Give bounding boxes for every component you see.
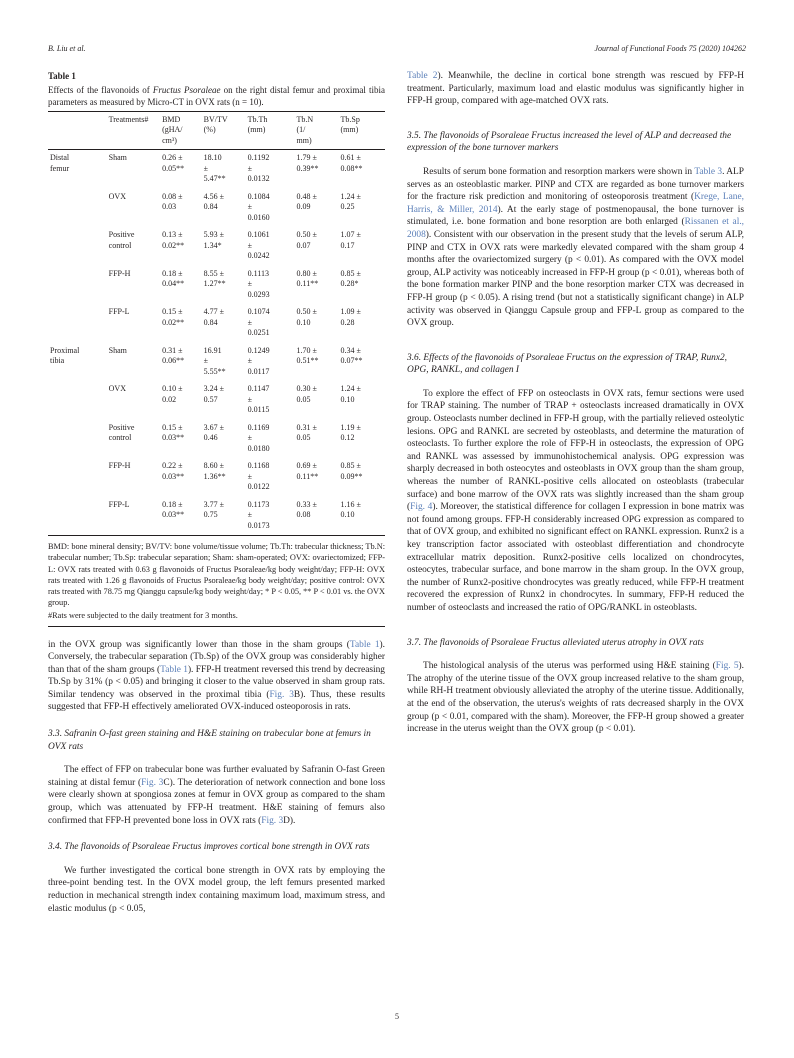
- citation-link[interactable]: Rissanen et al., 2008: [407, 217, 745, 240]
- citation-link[interactable]: Fig. 3: [269, 689, 294, 700]
- table-cell: 5.93 ± 1.34*: [203, 230, 224, 250]
- table-cell: 8.60 ± 1.36**: [203, 461, 226, 481]
- section-heading-3-6: 3.6. Effects of the flavonoids of Psoraleae Fructus on the expression of TRAP, Runx2, OPG, RANKL, and collagen I: [407, 352, 728, 376]
- table-cell: 0.10 ± 0.02: [162, 384, 183, 404]
- table-cell: 0.85 ± 0.28*: [340, 268, 361, 289]
- table-cell: 8.55 ± 1.27**: [203, 268, 226, 289]
- table-cell: 4.56 ± 0.84: [203, 191, 224, 212]
- table-cell: 0.48 ± 0.09: [296, 191, 317, 212]
- table-cell: [48, 266, 107, 305]
- table-row: [48, 497, 385, 536]
- table-header-cell: Tb.Sp (mm): [340, 114, 360, 135]
- table-row: [48, 266, 385, 305]
- paragraph: Results of serum bone formation and resorption markers were shown in Table 3. ALP serves as an osteoblastic marker. PINP and CTX are regarded as bone turnover markers for the fracture risk prediction and monitoring of osteoporosis treatment (Krege, Lane, Harris, & Miller, 2014). At the early stage of postmenopausal, the bone turnover is stimulated, i.e. bone formation and bone resorption are both enlarged (Rissanen et al., 2008). Consistent with our observation in the present study that the levels of serum ALP, PINP and CTX in OVX rats were markedly elevated compared with the sham group 4 months after the ovariectomized surgery (p < 0.01). As compared with the OVX model group, ALP activity was noticeably increased in FFP-H group (p < 0.01), whereas both of the bone formation marker PINP and the bone resorption marker CTX was decreased in FFP-H group (p < 0.05). A rising trend (but not a statistically significant change) in ALP activity was observed in Qianggu Capsule group and FFP-L group as compared to the OVX group.: [407, 166, 745, 329]
- table-cell: 1.16 ± 0.10: [340, 499, 361, 520]
- table-cell: FFP-H: [108, 461, 131, 471]
- table-header-cell: BMD (gHA/ cm³): [162, 114, 183, 145]
- paragraph: We further investigated the cortical bone strength in OVX rats by employing the three-point bending test. In the OVX model group, the left femurs presented marked reduction in mechanical strength index containing maximum load, maximum stress, and elastic modulus (p < 0.05,: [48, 865, 385, 914]
- table-cell: FFP-L: [108, 307, 130, 317]
- section-heading-3-3: 3.3. Safranin O-fast green staining and H&E staining on trabecular bone at femurs in OVX rats: [48, 729, 371, 752]
- table-cell: Distal femur: [50, 153, 70, 173]
- citation-link[interactable]: Table 2: [407, 71, 438, 81]
- table-caption: Effects of the flavonoids of Fructus Psoraleae on the right distal femur and proximal tibia parameters as measured by Micro-CT in OVX rats (n = 10).: [48, 84, 385, 107]
- table-cell: 0.26 ± 0.05**: [162, 153, 185, 173]
- table-cell: 1.24 ± 0.10: [340, 384, 361, 404]
- table-cell: 0.1168 ± 0.0122: [247, 461, 270, 492]
- table-cell: 4.77 ± 0.84: [203, 307, 224, 327]
- table-cell: [48, 227, 107, 266]
- paragraph: Table 2). Meanwhile, the decline in cortical bone strength was rescued by FFP-H treatment. Particularly, maximum load and elastic modulus was significantly higher in FFP-H group, compared with age-matched OVX rats.: [407, 71, 745, 107]
- table-cell: 0.85 ± 0.09**: [340, 461, 363, 481]
- table-header-cell: Tb.Th (mm): [247, 114, 268, 135]
- table-cell: 0.33 ± 0.08: [296, 499, 317, 520]
- section-heading-3-5: 3.5. The flavonoids of Psoraleae Fructus increased the level of ALP and decreased the expression of the bone turnover markers: [407, 130, 732, 154]
- page-number: 5: [395, 1012, 399, 1021]
- table-header-cell: [48, 111, 107, 150]
- table-row: [48, 304, 385, 343]
- table-cell: 0.1147 ± 0.0115: [247, 384, 270, 415]
- table-cell: 3.67 ± 0.46: [203, 422, 224, 443]
- table-cell: 1.24 ± 0.25: [340, 191, 361, 212]
- table-cell: 1.07 ± 0.17: [340, 230, 361, 250]
- table-cell: 3.24 ± 0.57: [203, 384, 224, 404]
- table-cell: FFP-L: [108, 499, 130, 509]
- citation-link[interactable]: Fig. 5: [715, 661, 739, 672]
- table-cell: 0.61 ± 0.08**: [340, 153, 363, 173]
- table-cell: 0.1061 ± 0.0242: [247, 230, 270, 261]
- citation-link[interactable]: Fig. 3: [261, 815, 284, 826]
- footnote-treatment-duration: #Rats were subjected to the daily treatment for 3 months.: [48, 611, 238, 621]
- table-cell: 0.1249 ± 0.0117: [247, 345, 270, 376]
- right-column: [407, 70, 744, 736]
- table-cell: 0.80 ± 0.11**: [296, 268, 319, 289]
- table-cell: Positive control: [108, 230, 135, 250]
- table-row: [48, 227, 385, 266]
- table-cell: 0.1173 ± 0.0173: [247, 499, 270, 530]
- table-cell: 0.22 ± 0.03**: [162, 461, 185, 481]
- table-cell: 0.15 ± 0.02**: [162, 307, 185, 327]
- table-cell: 0.50 ± 0.10: [296, 307, 317, 327]
- citation-link[interactable]: Fig. 3: [141, 777, 164, 788]
- table-row: [48, 189, 385, 228]
- table-cell: 0.69 ± 0.11**: [296, 461, 319, 481]
- table-cell: 0.31 ± 0.05: [296, 422, 317, 443]
- running-header-authors: B. Liu et al.: [48, 44, 86, 53]
- paragraph: in the OVX group was significantly lower than those in the sham groups (Table 1). Conversely, the trabecular separation (Tb.Sp) of the OVX group was considerably higher than that of the sham groups (Table 1). FFP-H treatment reversed this trend by decreasing Tb.Sp by 31% (p < 0.05) and bringing it closer to the value observed in sham group rats. Similar tendency was observed in the proximal tibia (Fig. 3B). Thus, these results suggested that FFP-H effectively ameliorated OVX-induced osteoporosis in rats.: [48, 639, 386, 713]
- table-cell: 0.13 ± 0.02**: [162, 230, 185, 250]
- table-cell: Sham: [108, 345, 127, 355]
- table-cell: 1.70 ± 0.51**: [296, 345, 319, 366]
- table-body: [48, 150, 385, 536]
- citation-link[interactable]: Table 3: [694, 166, 723, 177]
- table-cell: [48, 189, 107, 228]
- table-cell: 0.1084 ± 0.0160: [247, 191, 270, 222]
- table-cell: [48, 497, 107, 536]
- table-cell: Proximal tibia: [50, 345, 80, 366]
- left-column: [48, 70, 385, 915]
- table-cell: Sham: [108, 153, 127, 163]
- table-row: [48, 420, 385, 459]
- table-header-row: [48, 111, 385, 150]
- table-bottom-rule: [48, 626, 385, 627]
- table-cell: 0.18 ± 0.03**: [162, 499, 185, 520]
- paragraph: The histological analysis of the uterus was performed using H&E staining (Fig. 5). The atrophy of the uterine tissue of the OVX group increased relative to the sham group, while RH-H treatment obviously alleviated the atrophy of the uterine tissue. Additionally, at the end of the observation, the uterus's weights of rats decreased sharply in the OVX group (p < 0.01, compared with the sham). Moreover, the FFP-H group showed a greater increase in the uterus weight than the OVX group (p < 0.01).: [407, 661, 745, 735]
- table-label: Table 1: [48, 71, 76, 81]
- table-cell: 1.79 ± 0.39**: [296, 153, 319, 173]
- table-cell: 0.1113 ± 0.0293: [247, 268, 270, 299]
- table-cell: 0.15 ± 0.03**: [162, 422, 185, 443]
- table-row: [48, 343, 385, 382]
- table-header-cell: Treatments#: [108, 114, 149, 124]
- table-footnote: [48, 541, 385, 621]
- running-header-journal: Journal of Functional Foods 75 (2020) 104262: [594, 44, 746, 53]
- table-cell: 0.34 ± 0.07**: [340, 345, 363, 366]
- table-cell: 1.19 ± 0.12: [340, 422, 361, 443]
- section-heading-3-7: 3.7. The flavonoids of Psoraleae Fructus alleviated uterus atrophy in OVX rats: [407, 637, 704, 648]
- table-header-cell: Tb.N (1/ mm): [296, 114, 314, 145]
- table-cell: FFP-H: [108, 268, 131, 278]
- table-row: [48, 150, 385, 189]
- paragraph: To explore the effect of FFP on osteoclasts in OVX rats, femur sections were used for TRAP staining. The number of TRAP + osteoclasts increased dramatically in OVX group. Osteoclasts number declined in FFP-H group, with the partially relieved osteolytic lesions. OPG and RANKL are secreted by osteoblasts, and determine the maturation of osteoclasts. To further explore the role of FFP-H in osteoclasts, the expression of OPG and RANKL was assessed by immunohistochemical analysis. OPG expression was sharply decreased in both osteocytes and osteoblasts in OVX group than the sham group, whereas the number of RANKL-positive cells allocated on osteoblasts (trabecular surface) and bone marrow of the OVX rats was slightly increased than the sham group (Fig. 4). Moreover, the statistical difference for collagen I expression in bone matrix was not found among groups. FFP-H considerably increased OPG expression as compared to that of OVX group, and exhibited no significant effect on RANKL expression. Runx2 is a key transcription factor associated with osteoblast differentiation and chondrocyte extracellular matrix deposition. Runx2-positive cells localized on chondrocytes, osteocytes, trabecular surface, and bone marrow in the sham group. In the OVX group, the number of Runx2-positive chondrocytes was greatly reduced, while FFP-H treatment recovered the expression of Runx2 in chondrocytes. In summary, FFP-H reduced the number of osteoclasts and increased the ratio of OPG/RANKL in osteoblasts.: [407, 388, 744, 613]
- table-cell: OVX: [108, 384, 126, 394]
- citation-link[interactable]: Krege, Lane, Harris, & Miller, 2014: [407, 192, 744, 215]
- table-cell: 0.1169 ± 0.0180: [247, 422, 270, 453]
- table-cell: Positive control: [108, 422, 135, 443]
- table-cell: 0.1192 ± 0.0132: [247, 153, 270, 184]
- table-cell: 3.77 ± 0.75: [203, 499, 224, 520]
- table-row: [48, 381, 385, 420]
- section-heading-3-4: 3.4. The flavonoids of Psoraleae Fructus improves cortical bone strength in OVX rats: [48, 842, 370, 853]
- footnote-abbreviations: BMD: bone mineral density; BV/TV: bone volume/tissue volume; Tb.Th: trabecular thickness; Tb.N: trabecular number; Tb.Sp: trabecular separation; Sham: sham-operated; OVX: ovariectomized; FFP-L: OVX rats treated with 0.63 g flavonoids of Fructus Psoraleae/kg body weight/day; FFP-H: OVX rats treated with 1.26 g flavonoids of Fructus Psoraleae/kg body weight/day; positive control: OVX rats treated with 78.75 mg Qianggu capsule/kg body weight/day; * P < 0.05, ** P < 0.01 vs. the OVX group.: [48, 542, 385, 608]
- table-cell: [48, 381, 107, 420]
- table-row: [48, 458, 385, 497]
- table-cell: 0.18 ± 0.04**: [162, 268, 185, 289]
- table-cell: 0.1074 ± 0.0251: [247, 307, 270, 338]
- table-cell: 18.10 ± 5.47**: [203, 153, 226, 184]
- table-cell: 0.30 ± 0.05: [296, 384, 317, 404]
- table-cell: 1.09 ± 0.28: [340, 307, 361, 327]
- table-cell: [48, 420, 107, 459]
- table-cell: [48, 304, 107, 343]
- table-header-cell: BV/TV (%): [203, 114, 228, 135]
- table-cell: OVX: [108, 191, 126, 201]
- citation-link[interactable]: Table 1: [349, 639, 380, 650]
- table-cell: 0.31 ± 0.06**: [162, 345, 185, 366]
- table-cell: [48, 458, 107, 497]
- table-cell: 0.08 ± 0.03: [162, 191, 183, 212]
- micro-ct-table: [48, 111, 385, 537]
- citation-link[interactable]: Table 1: [160, 664, 188, 675]
- citation-link[interactable]: Fig. 4: [410, 502, 433, 513]
- table-cell: 0.50 ± 0.07: [296, 230, 317, 250]
- paragraph: The effect of FFP on trabecular bone was further evaluated by Safranin O-fast Green staining at distal femur (Fig. 3C). The deterioration of network connection and bone loss were clearly shown at spongiosa zones at femur in OVX group as compared to the sham group, which was attenuated by FFP-H treatment. H&E staining of femurs also confirmed that FFP-H prevented bone loss in OVX rats (Fig. 3D).: [48, 765, 385, 826]
- table-cell: 16.91 ± 5.55**: [203, 345, 226, 376]
